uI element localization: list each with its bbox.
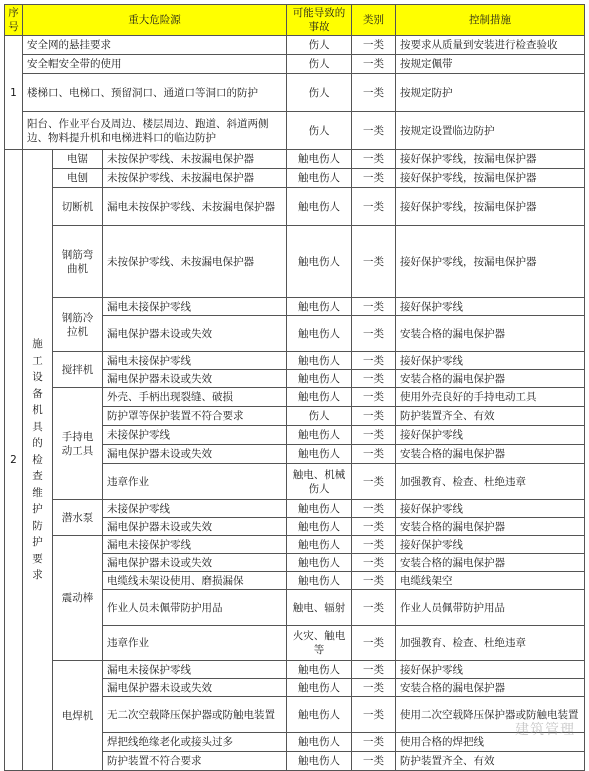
measure-cell: 防护装置齐全、有效: [396, 407, 585, 426]
machine-name-cell: 钢筋弯曲机: [53, 226, 103, 298]
category-cell: 一类: [352, 388, 396, 407]
measure-cell: 作业人员佩带防护用品: [396, 590, 585, 626]
accident-cell: 触电伤人: [287, 752, 352, 771]
accident-cell: 火灾、触电等: [287, 626, 352, 661]
machine-name-cell: 电焊机: [53, 661, 103, 771]
hazard-cell: 未按保护零线、未按漏电保护器: [103, 169, 287, 188]
machine-name-cell: 潜水泵: [53, 500, 103, 536]
measure-cell: 接好保护零线，按漏电保护器: [396, 226, 585, 298]
hazard-cell: 安全网的悬挂要求: [23, 36, 287, 55]
category-cell: 一类: [352, 352, 396, 370]
accident-cell: 伤人: [287, 407, 352, 426]
hazard-cell: 违章作业: [103, 626, 287, 661]
measure-cell: 接好保护零线，按漏电保护器: [396, 150, 585, 169]
table-row: [5, 36, 585, 55]
measure-cell: 按规定佩带: [396, 55, 585, 74]
machine-name-cell: 切断机: [53, 188, 103, 226]
measure-cell: 加强教育、检查、杜绝违章: [396, 626, 585, 661]
accident-cell: 伤人: [287, 55, 352, 74]
category-cell: 一类: [352, 298, 396, 316]
category-cell: 一类: [352, 518, 396, 536]
measure-cell: 接好保护零线，按漏电保护器: [396, 169, 585, 188]
accident-cell: 触电伤人: [287, 370, 352, 388]
category-cell: 一类: [352, 697, 396, 733]
measure-cell: 按要求从质量到安装进行检查验收: [396, 36, 585, 55]
machine-name-cell: 电刨: [53, 169, 103, 188]
hazard-table: [4, 4, 585, 771]
hazard-cell: 漏电保护器未设或失效: [103, 554, 287, 572]
accident-cell: 触电伤人: [287, 298, 352, 316]
category-cell: 一类: [352, 316, 396, 352]
hazard-cell: 楼梯口、电梯口、预留洞口、通道口等洞口的防护: [23, 74, 287, 112]
accident-cell: 触电伤人: [287, 352, 352, 370]
measure-cell: 安装合格的漏电保护器: [396, 554, 585, 572]
hazard-cell: 漏电未接保护零线: [103, 298, 287, 316]
category-cell: 一类: [352, 572, 396, 590]
accident-cell: 触电伤人: [287, 518, 352, 536]
table-row: [5, 112, 585, 150]
hazard-cell: 外壳、手柄出现裂缝、破损: [103, 388, 287, 407]
hazard-cell: 安全帽安全带的使用: [23, 55, 287, 74]
category-cell: 一类: [352, 407, 396, 426]
category-cell: 一类: [352, 661, 396, 679]
measure-cell: 防护装置齐全、有效: [396, 752, 585, 771]
hazard-cell: 无二次空载降压保护器或防触电装置: [103, 697, 287, 733]
table-row: [5, 298, 585, 316]
category-cell: 一类: [352, 188, 396, 226]
accident-cell: 触电伤人: [287, 188, 352, 226]
table-row: [5, 169, 585, 188]
measure-cell: 安装合格的漏电保护器: [396, 679, 585, 697]
hazard-cell: 焊把线绝缘老化或接头过多: [103, 733, 287, 752]
accident-cell: 触电伤人: [287, 554, 352, 572]
hazard-cell: 作业人员未佩带防护用品: [103, 590, 287, 626]
accident-cell: 触电伤人: [287, 150, 352, 169]
category-cell: 一类: [352, 590, 396, 626]
machine-name-cell: 钢筋冷拉机: [53, 298, 103, 352]
hazard-cell: 未接保护零线: [103, 426, 287, 445]
hazard-cell: 违章作业: [103, 464, 287, 500]
accident-cell: 触电伤人: [287, 426, 352, 445]
header-accident: 可能导致的事故: [287, 5, 352, 36]
category-cell: 一类: [352, 464, 396, 500]
machine-name-cell: 搅拌机: [53, 352, 103, 388]
category-cell: 一类: [352, 74, 396, 112]
measure-cell: 接好保护零线: [396, 661, 585, 679]
measure-cell: 使用合格的焊把线: [396, 733, 585, 752]
hazard-cell: 未按保护零线、未按漏电保护器: [103, 150, 287, 169]
hazard-cell: 防护装置不符合要求: [103, 752, 287, 771]
hazard-cell: 漏电保护器未设或失效: [103, 679, 287, 697]
category-cell: 一类: [352, 112, 396, 150]
accident-cell: 触电伤人: [287, 572, 352, 590]
accident-cell: 伤人: [287, 36, 352, 55]
seq-cell: 1: [5, 36, 23, 150]
accident-cell: 触电伤人: [287, 169, 352, 188]
machine-name-cell: 手持电动工具: [53, 388, 103, 500]
measure-cell: 按规定设置临边防护: [396, 112, 585, 150]
measure-cell: 安装合格的漏电保护器: [396, 316, 585, 352]
header-hazard: 重大危险源: [23, 5, 287, 36]
category-cell: 一类: [352, 36, 396, 55]
table-row: [5, 226, 585, 298]
section-label-cell: [23, 150, 53, 771]
accident-cell: 伤人: [287, 74, 352, 112]
machine-name-cell: 震动棒: [53, 536, 103, 661]
category-cell: 一类: [352, 733, 396, 752]
measure-cell: 安装合格的漏电保护器: [396, 370, 585, 388]
accident-cell: 触电伤人: [287, 661, 352, 679]
hazard-cell: 漏电保护器未设或失效: [103, 445, 287, 464]
hazard-cell: 漏电保护器未设或失效: [103, 316, 287, 352]
hazard-cell: 未按保护零线、未按漏电保护器: [103, 226, 287, 298]
header-category: 类别: [352, 5, 396, 36]
measure-cell: 接好保护零线: [396, 298, 585, 316]
measure-cell: 使用外壳良好的手持电动工具: [396, 388, 585, 407]
hazard-cell: 漏电保护器未设或失效: [103, 518, 287, 536]
accident-cell: 触电伤人: [287, 226, 352, 298]
measure-cell: 电缆线架空: [396, 572, 585, 590]
category-cell: 一类: [352, 679, 396, 697]
machine-name-cell: 电锯: [53, 150, 103, 169]
measure-cell: 接好保护零线，按漏电保护器: [396, 188, 585, 226]
accident-cell: 触电伤人: [287, 445, 352, 464]
table-row: [5, 388, 585, 407]
category-cell: 一类: [352, 626, 396, 661]
accident-cell: 触电伤人: [287, 388, 352, 407]
category-cell: 一类: [352, 536, 396, 554]
hazard-cell: 电缆线未架设使用、磨损漏保: [103, 572, 287, 590]
seq-cell: 2: [5, 150, 23, 771]
category-cell: 一类: [352, 169, 396, 188]
hazard-cell: 未接保护零线: [103, 500, 287, 518]
accident-cell: 伤人: [287, 112, 352, 150]
table-row: [5, 352, 585, 370]
table-row: [5, 500, 585, 518]
accident-cell: 触电、机械伤人: [287, 464, 352, 500]
accident-cell: 触电伤人: [287, 500, 352, 518]
category-cell: 一类: [352, 500, 396, 518]
table-body: [5, 36, 585, 771]
measure-cell: 接好保护零线: [396, 352, 585, 370]
measure-cell: 接好保护零线: [396, 500, 585, 518]
category-cell: 一类: [352, 55, 396, 74]
category-cell: 一类: [352, 150, 396, 169]
hazard-cell: 漏电未接保护零线: [103, 661, 287, 679]
header-row: [5, 5, 585, 36]
hazard-cell: 漏电未接保护零线: [103, 536, 287, 554]
table-row: [5, 188, 585, 226]
table-row: [5, 74, 585, 112]
watermark: 建筑管理: [515, 722, 575, 738]
hazard-cell: 防护罩等保护装置不符合要求: [103, 407, 287, 426]
category-cell: 一类: [352, 370, 396, 388]
accident-cell: 触电伤人: [287, 536, 352, 554]
accident-cell: 触电伤人: [287, 733, 352, 752]
accident-cell: 触电伤人: [287, 697, 352, 733]
measure-cell: 安装合格的漏电保护器: [396, 518, 585, 536]
accident-cell: 触电、辐射: [287, 590, 352, 626]
hazard-cell: 阳台、作业平台及周边、楼层周边、跑道、斜道两侧边、物料提升机和电梯进料口的临边防护: [23, 112, 287, 150]
measure-cell: 按规定防护: [396, 74, 585, 112]
header-seq: 序号: [5, 5, 23, 36]
category-cell: 一类: [352, 752, 396, 771]
measure-cell: 安装合格的漏电保护器: [396, 445, 585, 464]
category-cell: 一类: [352, 226, 396, 298]
hazard-cell: 漏电未按保护零线、未按漏电保护器: [103, 188, 287, 226]
table-row: [5, 150, 585, 169]
header-measures: 控制措施: [396, 5, 585, 36]
accident-cell: 触电伤人: [287, 316, 352, 352]
section-label: 施工设备机具的检查维护防护要求: [32, 338, 43, 582]
category-cell: 一类: [352, 554, 396, 572]
hazard-cell: 漏电未接保护零线: [103, 352, 287, 370]
table-row: [5, 661, 585, 679]
measure-cell: 接好保护零线: [396, 426, 585, 445]
measure-cell: 接好保护零线: [396, 536, 585, 554]
accident-cell: 触电伤人: [287, 679, 352, 697]
measure-cell: 加强教育、检查、杜绝违章: [396, 464, 585, 500]
measure-cell: 使用二次空载降压保护器或防触电装置: [396, 697, 585, 733]
table-row: [5, 55, 585, 74]
category-cell: 一类: [352, 426, 396, 445]
table-row: [5, 536, 585, 554]
hazard-cell: 漏电保护器未设或失效: [103, 370, 287, 388]
category-cell: 一类: [352, 445, 396, 464]
